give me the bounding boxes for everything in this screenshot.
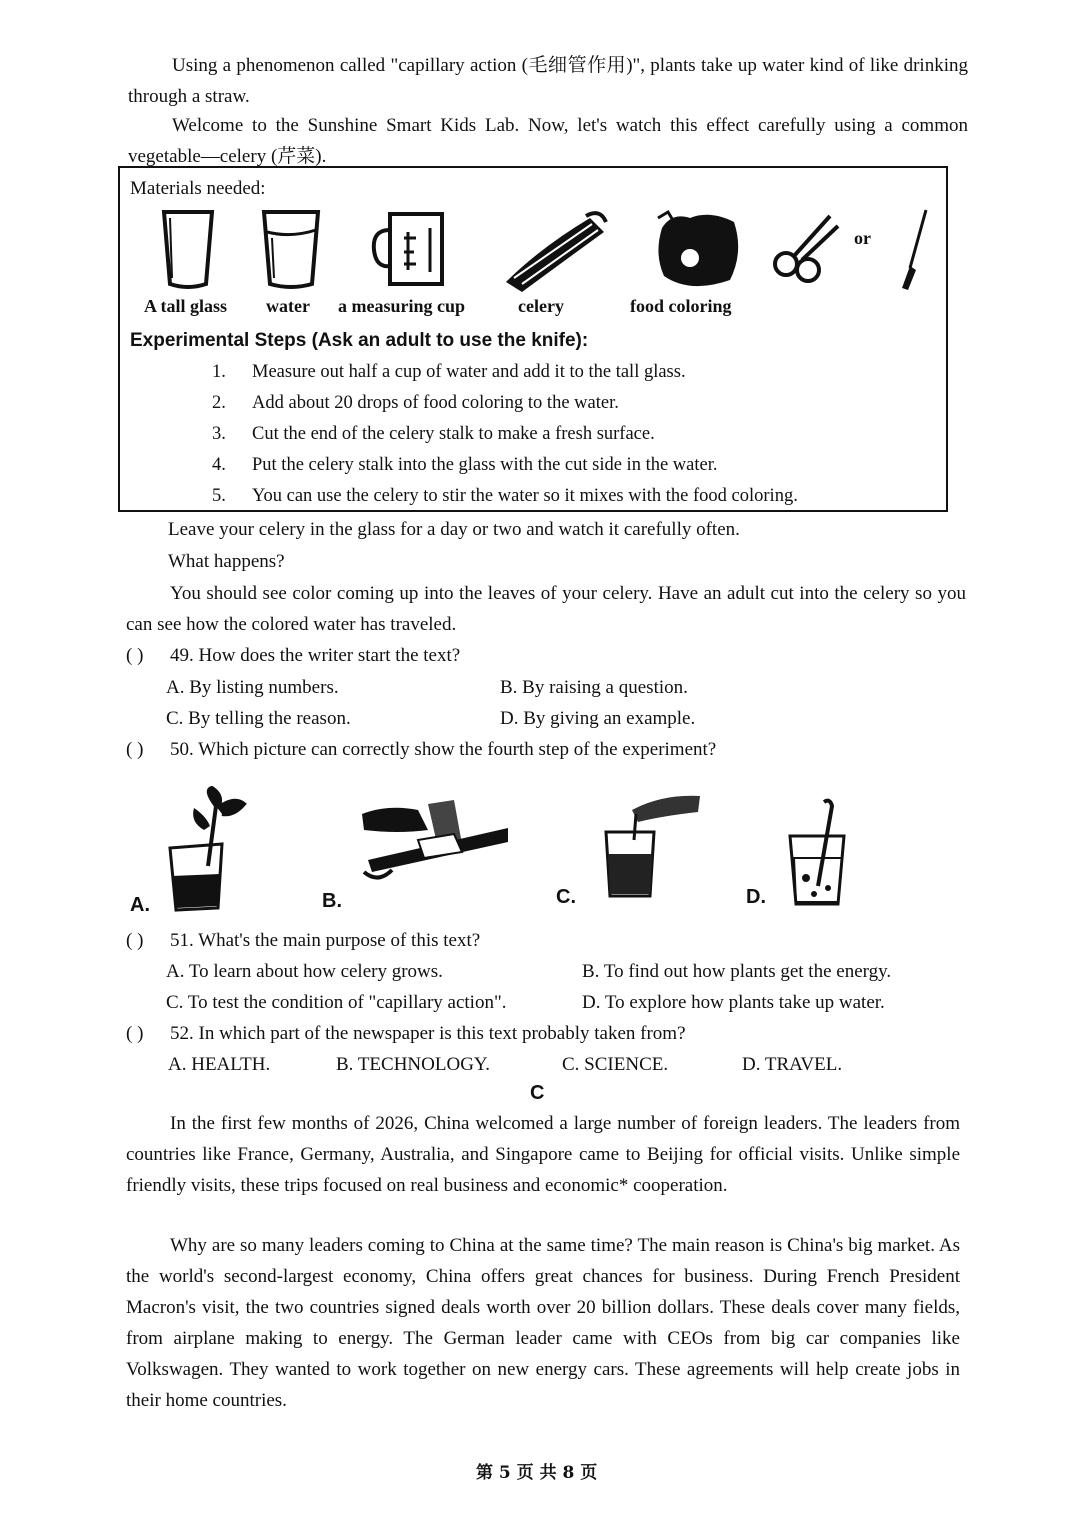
option-52-b: B. TECHNOLOGY. <box>336 1054 490 1075</box>
question-50: ( ) 50. Which picture can correctly show the fourth step of the experiment? <box>126 739 717 760</box>
option-52-d: D. TRAVEL. <box>742 1054 843 1075</box>
celery-icon <box>500 208 610 294</box>
option-51-a: A. To learn about how celery grows. <box>166 961 443 982</box>
option-52-a: A. HEALTH. <box>168 1054 271 1075</box>
answer-blank-50[interactable]: ( ) <box>126 739 144 760</box>
page-number-footer: 第 5 页 共 8 页 <box>476 1463 598 1483</box>
answer-blank-51[interactable]: ( ) <box>126 930 144 951</box>
step-5: 5. You can use the celery to stir the water so it mixes with the food coloring. <box>212 486 798 506</box>
water-glass-icon <box>260 208 322 290</box>
option-49-d: D. By giving an example. <box>500 708 696 729</box>
option-51-d: D. To explore how plants take up water. <box>582 992 885 1013</box>
after-paragraph-1: Leave your celery in the glass for a day or two and watch it carefully often. <box>168 519 740 540</box>
option-51-c: C. To test the condition of "capillary action". <box>166 992 507 1013</box>
material-label-food-coloring: food coloring <box>630 296 732 316</box>
step-2: 2. Add about 20 drops of food coloring to the water. <box>212 393 619 413</box>
materials-title: Materials needed: <box>130 178 266 199</box>
scissors-icon <box>768 208 848 290</box>
option-51-b: B. To find out how plants get the energy. <box>582 961 892 982</box>
picture-a-celery-in-glass <box>164 786 254 918</box>
option-49-a: A. By listing numbers. <box>166 677 339 698</box>
section-c-heading: C <box>530 1082 545 1104</box>
option-49-b: B. By raising a question. <box>500 677 688 698</box>
after-paragraph-3: You should see color coming up into the leaves of your celery. Have an adult cut into the celery so you can see how the colored water has traveled. <box>126 583 966 635</box>
question-52: ( ) 52. In which part of the newspaper is this text probably taken from? <box>126 1023 686 1044</box>
after-paragraph-2: What happens? <box>168 551 285 572</box>
step-1: 1. Measure out half a cup of water and add it to the tall glass. <box>212 362 686 382</box>
tall-glass-icon <box>158 208 218 290</box>
material-label-tall-glass: A tall glass <box>144 296 228 316</box>
measuring-cup-icon <box>368 208 448 290</box>
steps-title: Experimental Steps (Ask an adult to use the knife): <box>130 330 589 351</box>
section-c-paragraph-1: In the first few months of 2026, China welcomed a large number of foreign leaders. The leaders from countries like France, Germany, Australia, and Singapore came to Beijing for official visits. Unlike simple friendly visits, these trips focused on real business and economic* cooperation. <box>126 1113 960 1196</box>
or-label: or <box>854 228 871 248</box>
materials-box <box>118 166 948 512</box>
question-49: ( ) 49. How does the writer start the text? <box>126 645 461 666</box>
picture-b-cutting-celery <box>358 800 510 890</box>
question-51: ( ) 51. What's the main purpose of this text? <box>126 930 481 951</box>
food-coloring-icon <box>650 208 746 294</box>
picture-c-pouring-coloring <box>602 792 706 908</box>
picture-label-c: C. <box>556 886 576 908</box>
material-label-measuring-cup: a measuring cup <box>338 296 466 316</box>
intro-paragraph-1: Using a phenomenon called "capillary action (毛细管作用)", plants take up water kind of like drinking through a straw. <box>128 55 968 107</box>
picture-d-stirring-glass <box>788 796 848 914</box>
picture-label-d: D. <box>746 886 766 908</box>
knife-icon <box>886 208 936 294</box>
answer-blank-52[interactable]: ( ) <box>126 1023 144 1044</box>
answer-blank-49[interactable]: ( ) <box>126 645 144 666</box>
step-3: 3. Cut the end of the celery stalk to make a fresh surface. <box>212 424 655 444</box>
material-label-celery: celery <box>518 296 564 316</box>
intro-paragraph-2: Welcome to the Sunshine Smart Kids Lab. Now, let's watch this effect carefully using a common vegetable—celery (芹菜). <box>128 115 968 167</box>
step-4: 4. Put the celery stalk into the glass with the cut side in the water. <box>212 455 718 475</box>
material-label-water: water <box>266 296 310 316</box>
option-52-c: C. SCIENCE. <box>562 1054 669 1075</box>
option-49-c: C. By telling the reason. <box>166 708 351 729</box>
section-c-paragraph-2: Why are so many leaders coming to China at the same time? The main reason is China's big market. As the world's second-largest economy, China offers great chances for business. During French President Macron's visit, the two countries signed deals worth over 20 billion dollars. These deals cover many fields, from airplane making to energy. The German leader came with CEOs from big car companies like Volkswagen. They wanted to work together on new energy cars. These agreements will help create jobs in their home countries. <box>126 1235 960 1411</box>
picture-label-a: A. <box>130 894 150 916</box>
picture-label-b: B. <box>322 890 342 912</box>
